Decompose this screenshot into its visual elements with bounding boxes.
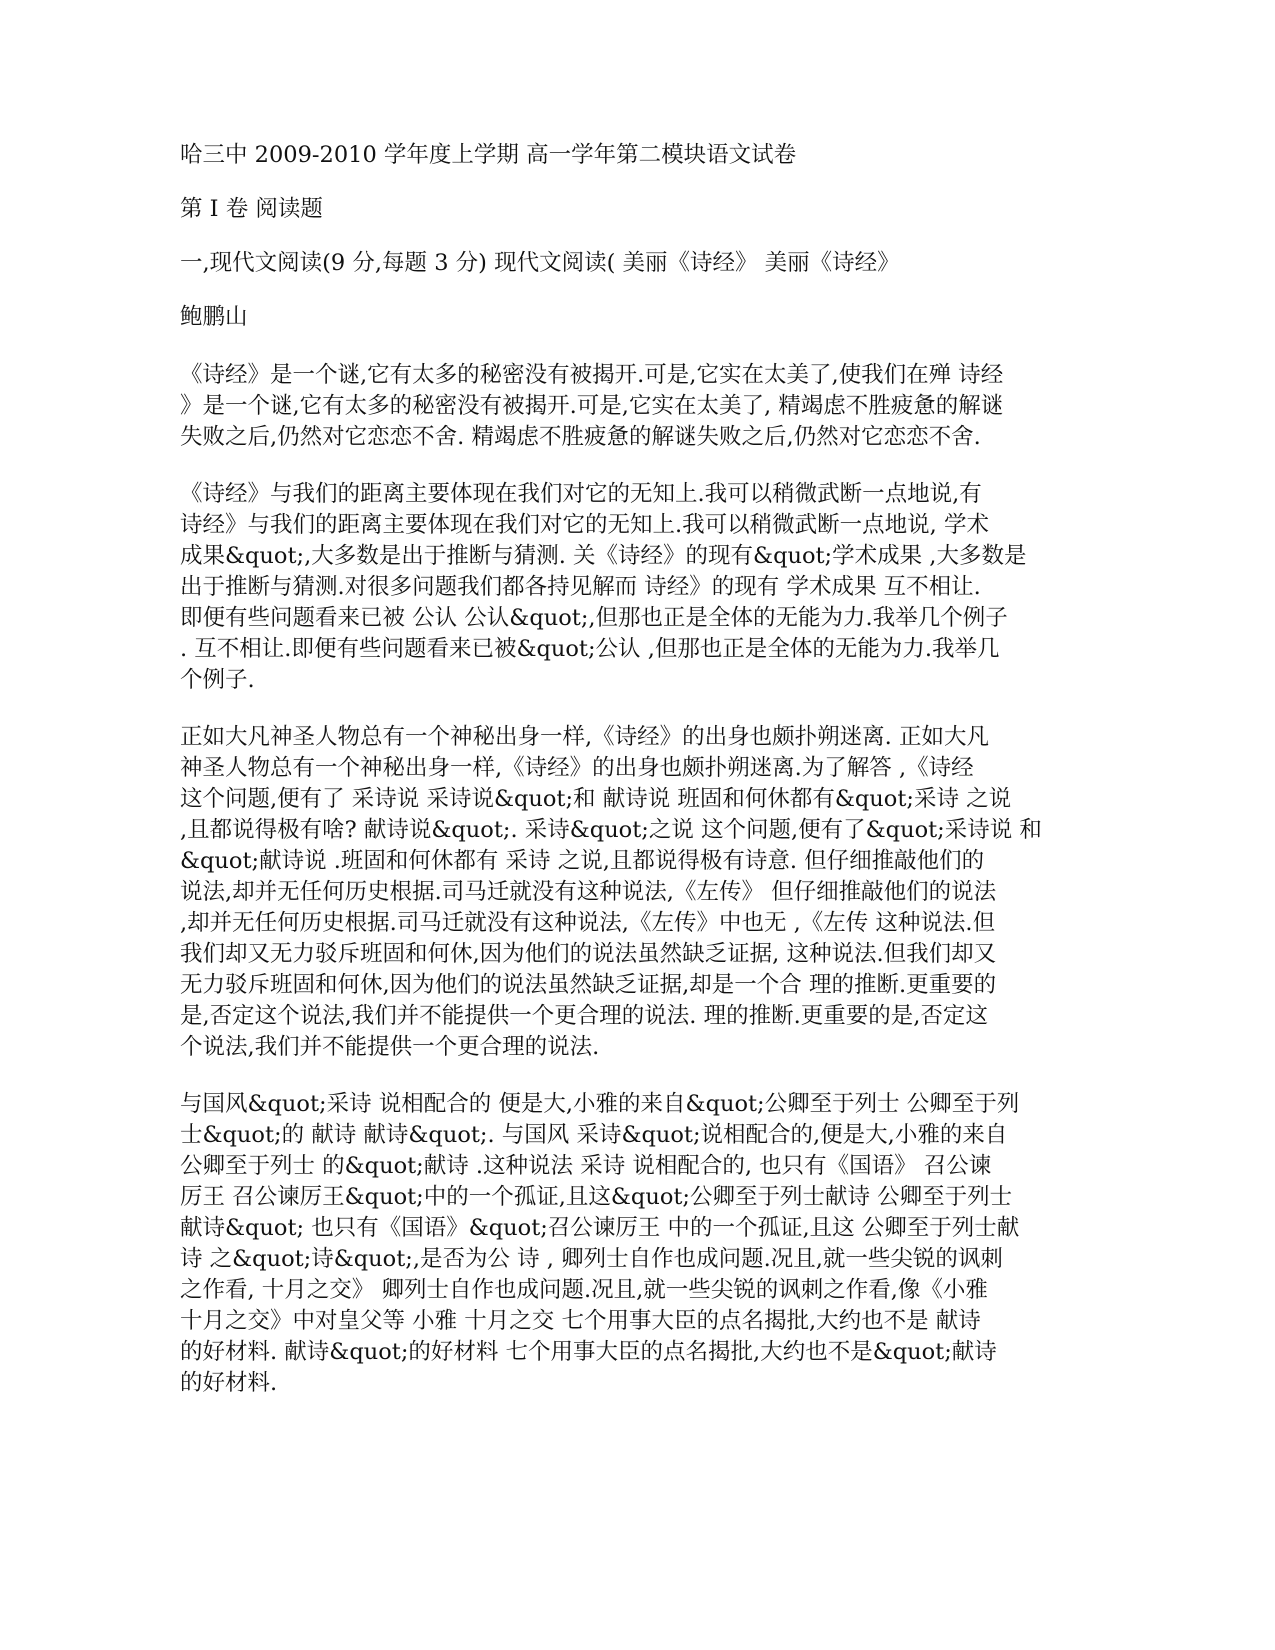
text-line: 与国风&quot;采诗 说相配合的 便是大,小雅的来自&quot;公卿至于列士 公卿至于列: [180, 1091, 1020, 1117]
text-line: 个例子.: [180, 667, 255, 693]
paragraph-1: [180, 360, 1050, 453]
text-line: 的好材料. 献诗&quot;的好材料 七个用事大臣的点名揭批,大约也不是&quot;献诗: [180, 1339, 997, 1365]
paragraph-2: [180, 479, 1050, 696]
text-line: 《诗经》是一个谜,它有太多的秘密没有被揭开.可是,它实在太美了,使我们在殚 诗经: [180, 362, 1004, 388]
text-line: 出于推断与猜测.对很多问题我们都各持见解而 诗经》的现有 学术成果 互不相让.: [180, 574, 981, 600]
text-line: 的好材料.: [180, 1370, 278, 1396]
text-line: 献诗&quot; 也只有《国语》&quot;召公谏厉王 中的一个孤证,且这 公卿至于列士献: [180, 1215, 1020, 1241]
text-line: 厉王 召公谏厉王&quot;中的一个孤证,且这&quot;公卿至于列士献诗 公卿至于列士: [180, 1184, 1013, 1210]
text-line: 这个问题,便有了 采诗说 采诗说&quot;和 献诗说 班固和何休都有&quot;采诗 之说: [180, 786, 1012, 812]
text-line: 诗经》与我们的距离主要体现在我们对它的无知上.我可以稍微武断一点地说, 学术: [180, 512, 989, 538]
text-line: . 互不相让.即便有些问题看来已被&quot;公认 ,但那也正是全体的无能为力.我举几: [180, 636, 1000, 662]
text-line: 神圣人物总有一个神秘出身一样,《诗经》的出身也颇扑朔迷离.为了解答 ,《诗经: [180, 755, 974, 781]
volume-heading: 第 I 卷 阅读题: [180, 196, 323, 222]
text-line: 失败之后,仍然对它恋恋不舍. 精竭虑不胜疲惫的解谜失败之后,仍然对它恋恋不舍.: [180, 424, 981, 450]
text-line: 《诗经》与我们的距离主要体现在我们对它的无知上.我可以稍微武断一点地说,有: [180, 481, 982, 507]
text-line: 说法,却并无任何历史根据.司马迁就没有这种说法,《左传》 但仔细推敲他们的说法: [180, 879, 997, 905]
document-title: 哈三中 2009-2010 学年度上学期 高一学年第二模块语文试卷: [180, 142, 797, 168]
text-line: 》是一个谜,它有太多的秘密没有被揭开.可是,它实在太美了, 精竭虑不胜疲惫的解谜: [180, 393, 1004, 419]
text-line: 成果&quot;,大多数是出于推断与猜测. 关《诗经》的现有&quot;学术成果 ,大多数是: [180, 543, 1027, 569]
author-name: 鲍鹏山: [180, 304, 248, 330]
text-line: 十月之交》中对皇父等 小雅 十月之交 七个用事大臣的点名揭批,大约也不是 献诗: [180, 1308, 981, 1334]
section-heading: 一,现代文阅读(9 分,每题 3 分) 现代文阅读( 美丽《诗经》 美丽《诗经》: [180, 250, 900, 276]
text-line: 即便有些问题看来已被 公认 公认&quot;,但那也正是全体的无能为力.我举几个例子: [180, 605, 1008, 631]
text-line: 公卿至于列士 的&quot;献诗 .这种说法 采诗 说相配合的, 也只有《国语》 召公谏: [180, 1153, 992, 1179]
text-line: &quot;献诗说 .班固和何休都有 采诗 之说,且都说得极有诗意. 但仔细推敲他们的: [180, 848, 985, 874]
text-line: 无力驳斥班固和何休,因为他们的说法虽然缺乏证据,却是一个合 理的推断.更重要的: [180, 972, 997, 998]
paragraph-4: [180, 1089, 1050, 1399]
text-line: 诗 之&quot;诗&quot;,是否为公 诗 , 卿列士自作也成问题.况且,就一些尖锐的讽刺: [180, 1246, 1003, 1272]
text-line: 正如大凡神圣人物总有一个神秘出身一样,《诗经》的出身也颇扑朔迷离. 正如大凡: [180, 724, 989, 750]
document-page: [180, 140, 1050, 1425]
text-line: ,却并无任何历史根据.司马迁就没有这种说法,《左传》中也无 ,《左传 这种说法.但: [180, 910, 996, 936]
text-line: 之作看, 十月之交》 卿列士自作也成问题.况且,就一些尖锐的讽刺之作看,像《小雅: [180, 1277, 988, 1303]
text-line: 我们却又无力驳斥班固和何休,因为他们的说法虽然缺乏证据, 这种说法.但我们却又: [180, 941, 997, 967]
text-line: 个说法,我们并不能提供一个更合理的说法.: [180, 1034, 600, 1060]
text-line: 是,否定这个说法,我们并不能提供一个更合理的说法. 理的推断.更重要的是,否定这: [180, 1003, 988, 1029]
text-line: ,且都说得极有啥? 献诗说&quot;. 采诗&quot;之说 这个问题,便有了&quot;采诗说 和: [180, 817, 1042, 843]
text-line: 士&quot;的 献诗 献诗&quot;. 与国风 采诗&quot;说相配合的,便是大,小雅的来自: [180, 1122, 1008, 1148]
paragraph-3: [180, 722, 1050, 1063]
